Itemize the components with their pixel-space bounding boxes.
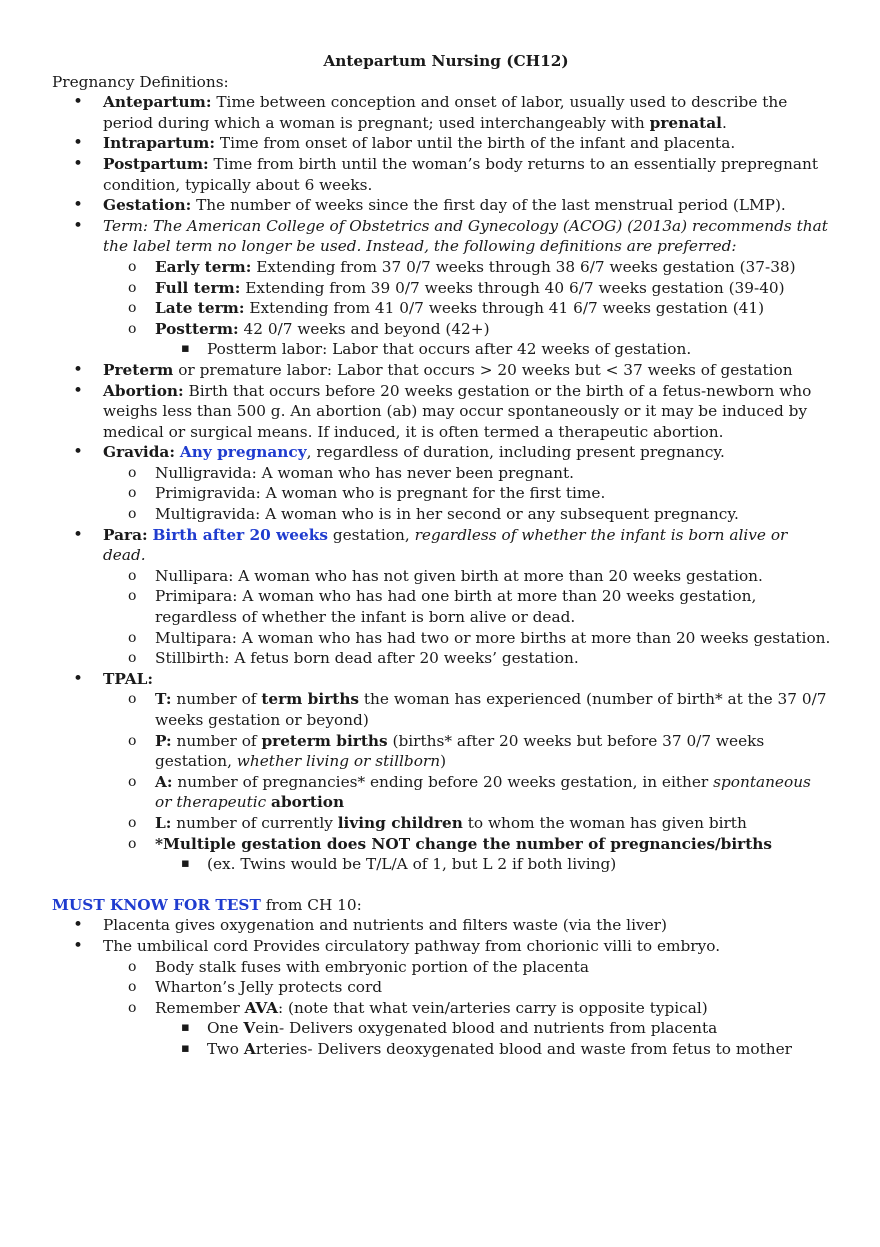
list-item: • The umbilical cord Provides circulatory pathway from chorionic villi to embryo. o Body stalk fuses with embryonic portion of the placenta o Wharton’s Jelly protects cord o Remember AVA: (note that what vein/arteries carry is opposite typical) ▪ One Vein- Delivers oxygenated blood and nutrients from placenta ▪ Two Arteries- Delivers deoxygenated blood and waste from fetus to mother xyxy=(52,936,832,1060)
list-item: • Placenta gives oxygenation and nutrients and filters waste (via the liver) xyxy=(52,915,832,936)
list-item: o Stillbirth: A fetus born dead after 20 weeks’ gestation. xyxy=(103,648,832,669)
definitions-list xyxy=(52,92,832,875)
section-heading: Pregnancy Definitions: xyxy=(52,72,229,91)
list-item: o Wharton’s Jelly protects cord xyxy=(103,977,832,998)
spacer xyxy=(52,875,832,895)
list-item: o Early term: Extending from 37 0/7 weeks through 38 6/7 weeks gestation (37-38) xyxy=(103,257,832,278)
list-item: o A: number of pregnancies* ending before 20 weeks gestation, in either spontaneous or therapeutic abortion xyxy=(103,772,832,813)
list-item: ▪ One Vein- Delivers oxygenated blood and nutrients from placenta xyxy=(155,1018,832,1039)
list-item: ▪ (ex. Twins would be T/L/A of 1, but L 2 if both living) xyxy=(155,854,832,875)
list-item: • Intrapartum: Time from onset of labor until the birth of the infant and placenta. xyxy=(52,133,832,154)
list-item: o Multigravida: A woman who is in her second or any subsequent pregnancy. xyxy=(103,504,832,525)
list-item: o Nullipara: A woman who has not given birth at more than 20 weeks gestation. xyxy=(103,566,832,587)
list-item: • Para: Birth after 20 weeks gestation, regardless of whether the infant is born alive or dead. o Nullipara: A woman who has not given birth at more than 20 weeks gestation. o Primipara: A woman who has had one birth at more than 20 weeks gestation, regardless of whether the infant is born alive or dead. o Multipara: A woman who has had two or more births at more than 20 weeks gestation. o Stillbirth: A fetus born dead after 20 weeks’ gestation. xyxy=(52,525,832,669)
list-item: • Antepartum: Time between conception and onset of labor, usually used to describe the period during which a woman is pregnant; used interchangeably with prenatal. xyxy=(52,92,832,133)
list-item: o Postterm: 42 0/7 weeks and beyond (42+) ▪ Postterm labor: Labor that occurs after 42 weeks of gestation. xyxy=(103,319,832,360)
page-title: Antepartum Nursing (CH12) xyxy=(323,52,569,70)
list-item: • Term: The American College of Obstetrics and Gynecology (ACOG) (2013a) recommends that the label term no longer be used. Instead, the following definitions are preferred: o Early term: Extending from 37 0/7 weeks through 38 6/7 weeks gestation (37-38) o Full term: Extending from 39 0/7 weeks through 40 6/7 weeks gestation (39-40) o Late term: Extending from 41 0/7 weeks through 41 6/7 weeks gestation (41) o Postterm: 42 0/7 weeks and beyond (42+) ▪ Postterm labor: Labor that occurs after 42 weeks of gestation. xyxy=(52,216,832,360)
list-item: ▪ Postterm labor: Labor that occurs after 42 weeks of gestation. xyxy=(155,339,832,360)
list-item: o Primigravida: A woman who is pregnant for the first time. xyxy=(103,483,832,504)
list-item: • Postpartum: Time from birth until the woman’s body returns to an essentially prepregnant condition, typically about 6 weeks. xyxy=(52,154,832,195)
list-item: • Abortion: Birth that occurs before 20 weeks gestation or the birth of a fetus-newborn who weighs less than 500 g. An abortion (ab) may occur spontaneously or it may be induced by medical or surgical means. If induced, it is often termed a therapeutic abortion. xyxy=(52,381,832,443)
list-item: o Full term: Extending from 39 0/7 weeks through 40 6/7 weeks gestation (39-40) xyxy=(103,278,832,299)
list-item: o L: number of currently living children to whom the woman has given birth xyxy=(103,813,832,834)
list-item: o Primipara: A woman who has had one birth at more than 20 weeks gestation, regardless of whether the infant is born alive or dead. xyxy=(103,586,832,627)
list-item: • TPAL: o T: number of term births the woman has experienced (number of birth* at the 37 0/7 weeks gestation or beyond) o P: number of preterm births (births* after 20 weeks but before 37 0/7 weeks gestation, whether living or stillborn) o A: number of pregnancies* ending before 20 weeks gestation, in either spontaneous or therapeutic abortion o L: number of currently living children to whom the woman has given birth o *Multiple gestation does NOT change the number of pregnancies/births ▪ (ex. Twins would be T/L/A of 1, but L 2 if both living) xyxy=(52,669,832,875)
list-item: o Nulligravida: A woman who has never been pregnant. xyxy=(103,463,832,484)
list-item: • Preterm or premature labor: Labor that occurs > 20 weeks but < 37 weeks of gestation xyxy=(52,360,832,381)
must-know-list xyxy=(52,915,832,1059)
list-item: o Multipara: A woman who has had two or more births at more than 20 weeks gestation. xyxy=(103,628,832,649)
list-item: o *Multiple gestation does NOT change the number of pregnancies/births ▪ (ex. Twins would be T/L/A of 1, but L 2 if both living) xyxy=(103,834,832,875)
must-know-heading: MUST KNOW FOR TEST from CH 10: xyxy=(52,895,362,914)
list-item: o T: number of term births the woman has experienced (number of birth* at the 37 0/7 weeks gestation or beyond) xyxy=(103,689,832,730)
list-item: • Gestation: The number of weeks since the first day of the last menstrual period (LMP). xyxy=(52,195,832,216)
list-item: o P: number of preterm births (births* after 20 weeks but before 37 0/7 weeks gestation, whether living or stillborn) xyxy=(103,731,832,772)
list-item: o Body stalk fuses with embryonic portion of the placenta xyxy=(103,957,832,978)
list-item: o Remember AVA: (note that what vein/arteries carry is opposite typical) ▪ One Vein- Delivers oxygenated blood and nutrients from placenta ▪ Two Arteries- Delivers deoxygenated blood and waste from fetus to mother xyxy=(103,998,832,1060)
list-item: o Late term: Extending from 41 0/7 weeks through 41 6/7 weeks gestation (41) xyxy=(103,298,832,319)
list-item: • Gravida: Any pregnancy, regardless of duration, including present pregnancy. o Nulligravida: A woman who has never been pregnant. o Primigravida: A woman who is pregnant for the first time. o Multigravida: A woman who is in her second or any subsequent pregnancy. xyxy=(52,442,832,524)
list-item: ▪ Two Arteries- Delivers deoxygenated blood and waste from fetus to mother xyxy=(155,1039,832,1060)
